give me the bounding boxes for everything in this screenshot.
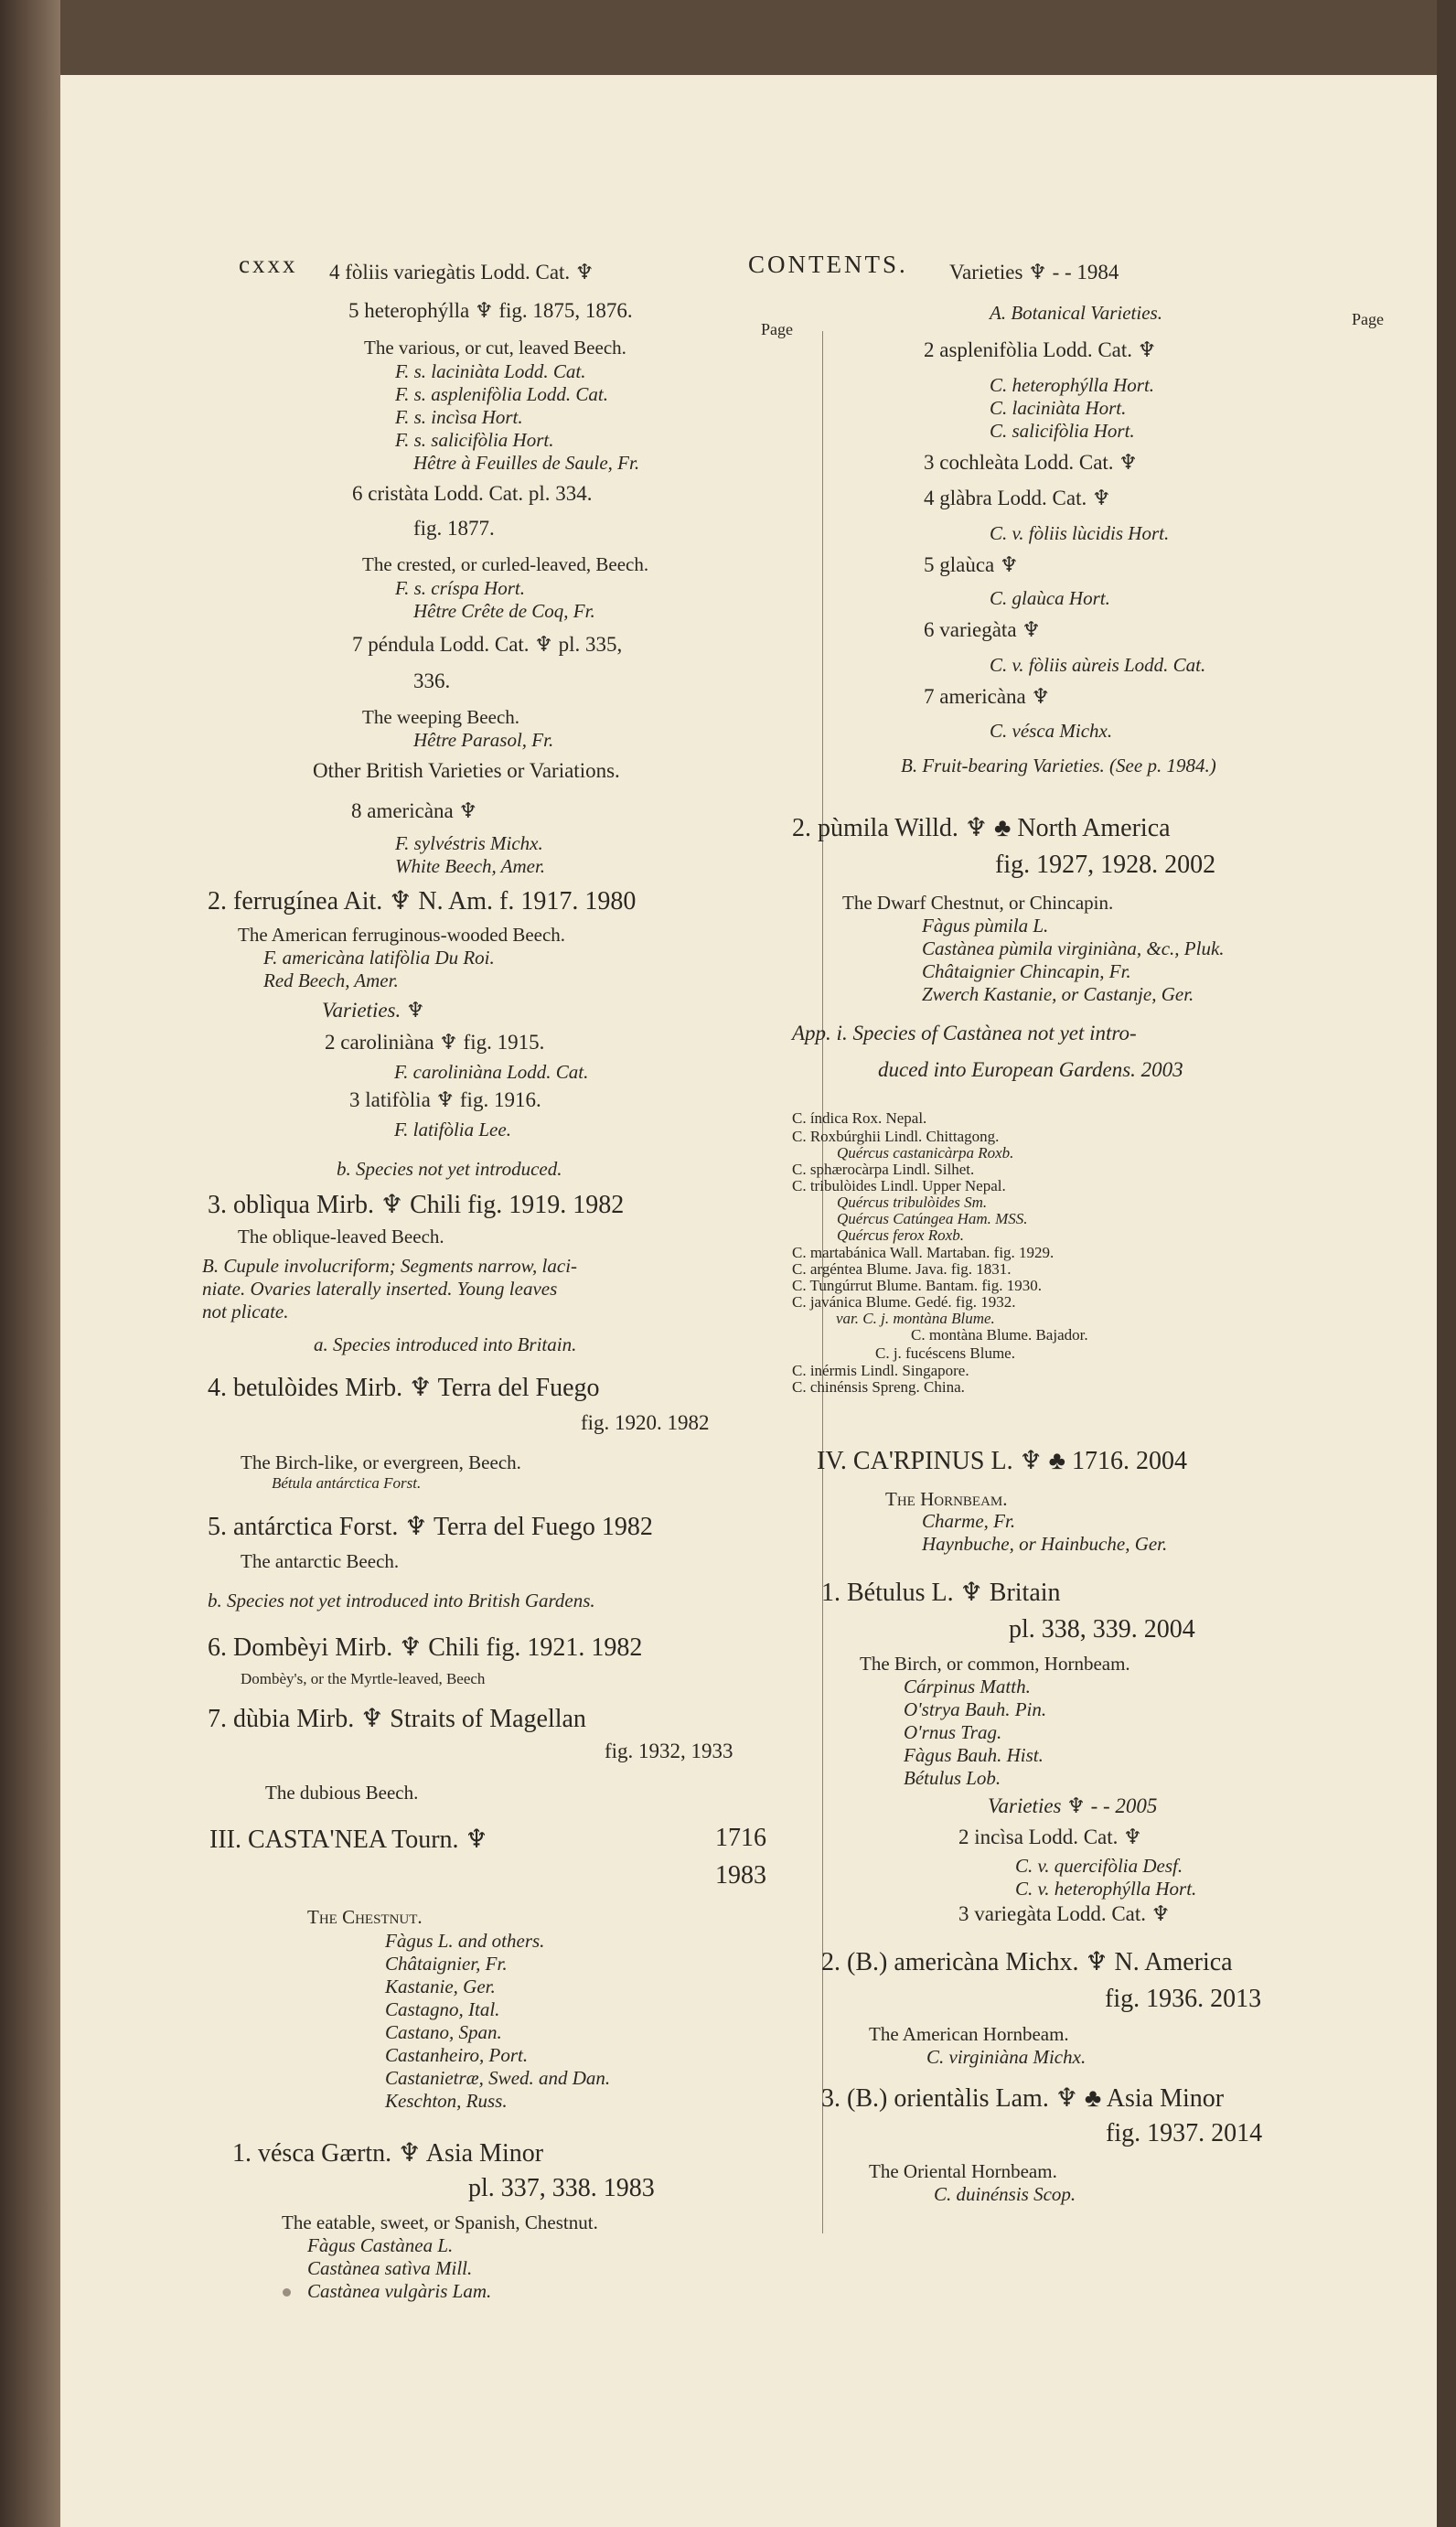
left-entry-line: Dombèy's, or the Myrtle-leaved, Beech [241,1670,486,1687]
right-entry-line: C. inérmis Lindl. Singapore. [792,1362,969,1379]
left-entry-line: Castanietræ, Swed. and Dan. [385,2067,611,2089]
left-entry-line: The American ferruginous-wooded Beech. [238,924,566,946]
right-entry-line: The Hornbeam. [885,1488,1008,1510]
left-entry-line: Castagno, Ital. [385,1998,500,2020]
left-entry-line: b. Species not yet introduced into British Gardens. [208,1590,595,1611]
left-entry-line: 3. oblìqua Mirb. ♆ Chili fig. 1919. 1982 [208,1191,625,1219]
right-entry-line: Varieties ♆ - - 1984 [949,261,1119,284]
right-entry-line: C. montàna Blume. Bajador. [911,1326,1088,1344]
right-entry-line: Castànea pùmila virginiàna, &c., Pluk. [922,937,1225,959]
left-entry-line: niate. Ovaries laterally inserted. Young leaves [202,1278,558,1300]
right-entry-line: C. Roxbúrghii Lindl. Chittagong. [792,1128,1000,1145]
left-entry-line: Hêtre à Feuilles de Saule, Fr. [413,452,640,474]
left-entry-line: F. caroliniàna Lodd. Cat. [394,1061,589,1083]
right-entry-line: App. i. Species of Castànea not yet intro- [792,1022,1137,1044]
left-entry-line: Châtaignier, Fr. [385,1953,508,1975]
right-entry-line: 7 americàna ♆ [924,685,1051,708]
left-entry-line: Castanheiro, Port. [385,2044,529,2066]
left-entry-line: F. latifòlia Lee. [394,1119,511,1140]
left-entry-line: Varieties. ♆ [322,999,425,1022]
left-entry-line: 1716 [715,1824,766,1852]
left-entry-line: fig. 1932, 1933 [605,1740,733,1762]
right-entry-line: fig. 1937. 2014 [1106,2119,1263,2147]
left-entry-line: 1. vésca Gærtn. ♆ Asia Minor [232,2139,544,2168]
right-entry-line: Quércus tribulòides Sm. [837,1194,988,1211]
left-entry-line: 336. [413,669,451,692]
right-entry-line: 3 variegàta Lodd. Cat. ♆ [958,1902,1171,1925]
right-page-label: Page [1352,310,1384,328]
left-entry-line: 8 americàna ♆ [351,799,478,822]
right-entry-line: C. Tungúrrut Blume. Bantam. fig. 1930. [792,1277,1042,1294]
right-entry-line: IV. CA'RPINUS L. ♆ ♣ 1716. 2004 [817,1447,1188,1475]
right-entry-line: 5 glaùca ♆ [924,553,1019,576]
right-entry-line: var. C. j. montàna Blume. [836,1310,995,1327]
left-entry-line: 4. betulòides Mirb. ♆ Terra del Fuego [208,1374,600,1402]
page-edge [1437,0,1456,2527]
left-entry-line: III. CASTA'NEA Tourn. ♆ [209,1826,488,1854]
right-entry-line: C. v. quercifòlia Desf. [1015,1855,1183,1877]
right-entry-line: C. v. heterophýlla Hort. [1015,1878,1197,1900]
right-entry-line: Quércus ferox Roxb. [837,1226,964,1244]
book-spine [0,0,60,2527]
left-entry-line: The antarctic Beech. [241,1550,400,1572]
running-title: CONTENTS. [748,251,908,278]
right-entry-line: Fàgus Bauh. Hist. [904,1744,1044,1766]
right-entry-line: C. martabánica Wall. Martaban. fig. 1929. [792,1244,1055,1261]
left-entry-line: The Chestnut. [307,1906,423,1928]
right-entry-line: C. duinénsis Scop. [934,2183,1076,2205]
left-entry-line: The crested, or curled-leaved, Beech. [362,553,649,575]
left-entry-line: 4 fòliis variegàtis Lodd. Cat. ♆ [329,261,594,284]
right-entry-line: O'strya Bauh. Pin. [904,1698,1047,1720]
left-entry-line: pl. 337, 338. 1983 [468,2174,655,2202]
left-entry-line: Other British Varieties or Variations. [313,759,620,782]
right-entry-line: Zwerch Kastanie, or Castanje, Ger. [922,983,1194,1005]
right-entry-line: 3 cochleàta Lodd. Cat. ♆ [924,451,1138,474]
left-entry-line: The eatable, sweet, or Spanish, Chestnut. [282,2211,598,2233]
folio: cxxx [239,251,298,278]
right-entry-line: C. índica Rox. Nepal. [792,1109,927,1127]
right-entry-line: 1. Bétulus L. ♆ Britain [821,1579,1061,1607]
left-entry-line: 6. Dombèyi Mirb. ♆ Chili fig. 1921. 1982 [208,1633,643,1662]
left-entry-line: a. Species introduced into Britain. [314,1333,577,1355]
right-entry-line: Cárpinus Matth. [904,1676,1031,1697]
left-entry-line: B. Cupule involucriform; Segments narrow, laci- [202,1255,578,1277]
right-entry-line: C. sphærocàrpa Lindl. Silhet. [792,1161,975,1178]
left-entry-line: 7. dùbia Mirb. ♆ Straits of Magellan [208,1705,586,1733]
left-entry-line: F. s. críspa Hort. [395,577,525,599]
left-entry-line: The various, or cut, leaved Beech. [364,337,626,359]
right-entry-line: Quércus Catúngea Ham. MSS. [837,1210,1028,1227]
right-entry-line: C. j. fucéscens Blume. [875,1344,1015,1362]
right-entry-line: 6 variegàta ♆ [924,618,1041,641]
left-entry-line: Castànea vulgàris Lam. [307,2280,492,2302]
right-entry-line: C. salicifòlia Hort. [990,420,1135,442]
left-entry-line: 7 péndula Lodd. Cat. ♆ pl. 335, [352,633,623,656]
left-entry-line: F. americàna latifòlia Du Roi. [263,947,495,969]
right-entry-line: The Dwarf Chestnut, or Chincapin. [842,892,1114,914]
left-entry-line: The weeping Beech. [362,706,520,728]
left-entry-line: fig. 1920. 1982 [581,1411,710,1434]
left-entry-line: Kastanie, Ger. [385,1976,496,1997]
left-entry-line: Red Beech, Amer. [263,969,399,991]
right-entry-line: Quércus castanicàrpa Roxb. [837,1144,1014,1162]
left-entry-line: 2 caroliniàna ♆ fig. 1915. [325,1031,545,1054]
left-entry-line: Hêtre Crête de Coq, Fr. [413,600,595,622]
right-entry-line: Fàgus pùmila L. [922,915,1049,937]
right-entry-line: 2 incìsa Lodd. Cat. ♆ [958,1826,1142,1848]
left-entry-line: b. Species not yet introduced. [337,1158,562,1180]
right-entry-line: Haynbuche, or Hainbuche, Ger. [922,1533,1168,1555]
left-entry-line: The Birch-like, or evergreen, Beech. [241,1451,521,1473]
right-entry-line: Châtaignier Chincapin, Fr. [922,960,1131,982]
right-entry-line: Charme, Fr. [922,1510,1016,1532]
right-entry-line: duced into European Gardens. 2003 [878,1058,1183,1081]
left-entry-line: Castano, Span. [385,2021,502,2043]
right-entry-line: 4 glàbra Lodd. Cat. ♆ [924,487,1111,509]
left-entry-line: Castànea satìva Mill. [307,2257,473,2279]
left-entry-line: 3 latifòlia ♆ fig. 1916. [349,1088,541,1111]
right-entry-line: Bétulus Lob. [904,1767,1001,1789]
left-entry-line: 6 cristàta Lodd. Cat. pl. 334. [352,482,593,505]
left-entry-line: fig. 1877. [413,517,495,540]
right-entry-line: The Oriental Hornbeam. [869,2160,1057,2182]
left-entry-line: 2. ferrugínea Ait. ♆ N. Am. f. 1917. 1980 [208,887,637,916]
left-entry-line: F. s. salicifòlia Hort. [395,429,554,451]
left-entry-line: The dubious Beech. [265,1782,419,1804]
left-entry-line: F. s. laciniàta Lodd. Cat. [395,360,586,382]
left-entry-line: Keschton, Russ. [385,2090,508,2112]
left-entry-line: Fàgus L. and others. [385,1930,545,1952]
left-entry-line: Bétula antárctica Forst. [272,1474,422,1492]
left-entry-line: F. s. asplenifòlia Lodd. Cat. [395,383,608,405]
right-entry-line: C. javánica Blume. Gedé. fig. 1932. [792,1293,1016,1311]
book-page [60,75,1437,2527]
right-entry-line: C. argéntea Blume. Java. fig. 1831. [792,1260,1012,1278]
foxing-spot [283,2288,291,2297]
right-entry-line: 2. (B.) americàna Michx. ♆ N. America [821,1948,1233,1976]
left-entry-line: The oblique-leaved Beech. [238,1226,444,1247]
right-entry-line: pl. 338, 339. 2004 [1009,1615,1195,1644]
right-entry-line: 2 asplenifòlia Lodd. Cat. ♆ [924,338,1157,361]
left-entry-line: White Beech, Amer. [395,855,546,877]
right-entry-line: B. Fruit-bearing Varieties. (See p. 1984.) [901,755,1216,776]
right-entry-line: The American Hornbeam. [869,2023,1069,2045]
left-entry-line: 5 heterophýlla ♆ fig. 1875, 1876. [348,299,633,322]
right-entry-line: C. vésca Michx. [990,720,1113,742]
left-entry-line: F. sylvéstris Michx. [395,832,543,854]
right-entry-line: C. laciniàta Hort. [990,397,1127,419]
right-entry-line: C. heterophýlla Hort. [990,374,1155,396]
right-entry-line: Varieties ♆ - - 2005 [988,1794,1158,1817]
right-entry-line: C. v. fòliis lùcidis Hort. [990,522,1170,544]
left-entry-line: F. s. incìsa Hort. [395,406,523,428]
right-entry-line: C. tribulòides Lindl. Upper Nepal. [792,1177,1006,1194]
right-entry-line: fig. 1936. 2013 [1105,1985,1262,2013]
right-entry-line: C. virginiàna Michx. [926,2046,1087,2068]
left-page-label: Page [761,320,793,338]
right-entry-line: 2. pùmila Willd. ♆ ♣ North America [792,814,1171,842]
left-entry-line: Hêtre Parasol, Fr. [413,729,554,751]
right-entry-line: A. Botanical Varieties. [990,302,1162,324]
left-entry-line: 5. antárctica Forst. ♆ Terra del Fuego 1982 [208,1513,653,1541]
right-entry-line: C. v. fòliis aùreis Lodd. Cat. [990,654,1206,676]
right-entry-line: O'rnus Trag. [904,1721,1002,1743]
right-entry-line: C. chinénsis Spreng. China. [792,1378,965,1396]
left-entry-line: Fàgus Castànea L. [307,2234,454,2256]
left-entry-line: 1983 [715,1861,766,1890]
right-entry-line: fig. 1927, 1928. 2002 [995,851,1216,879]
right-entry-line: 3. (B.) orientàlis Lam. ♆ ♣ Asia Minor [821,2084,1225,2113]
right-entry-line: The Birch, or common, Hornbeam. [860,1653,1130,1675]
right-entry-line: C. glaùca Hort. [990,587,1110,609]
left-entry-line: not plicate. [202,1301,289,1322]
